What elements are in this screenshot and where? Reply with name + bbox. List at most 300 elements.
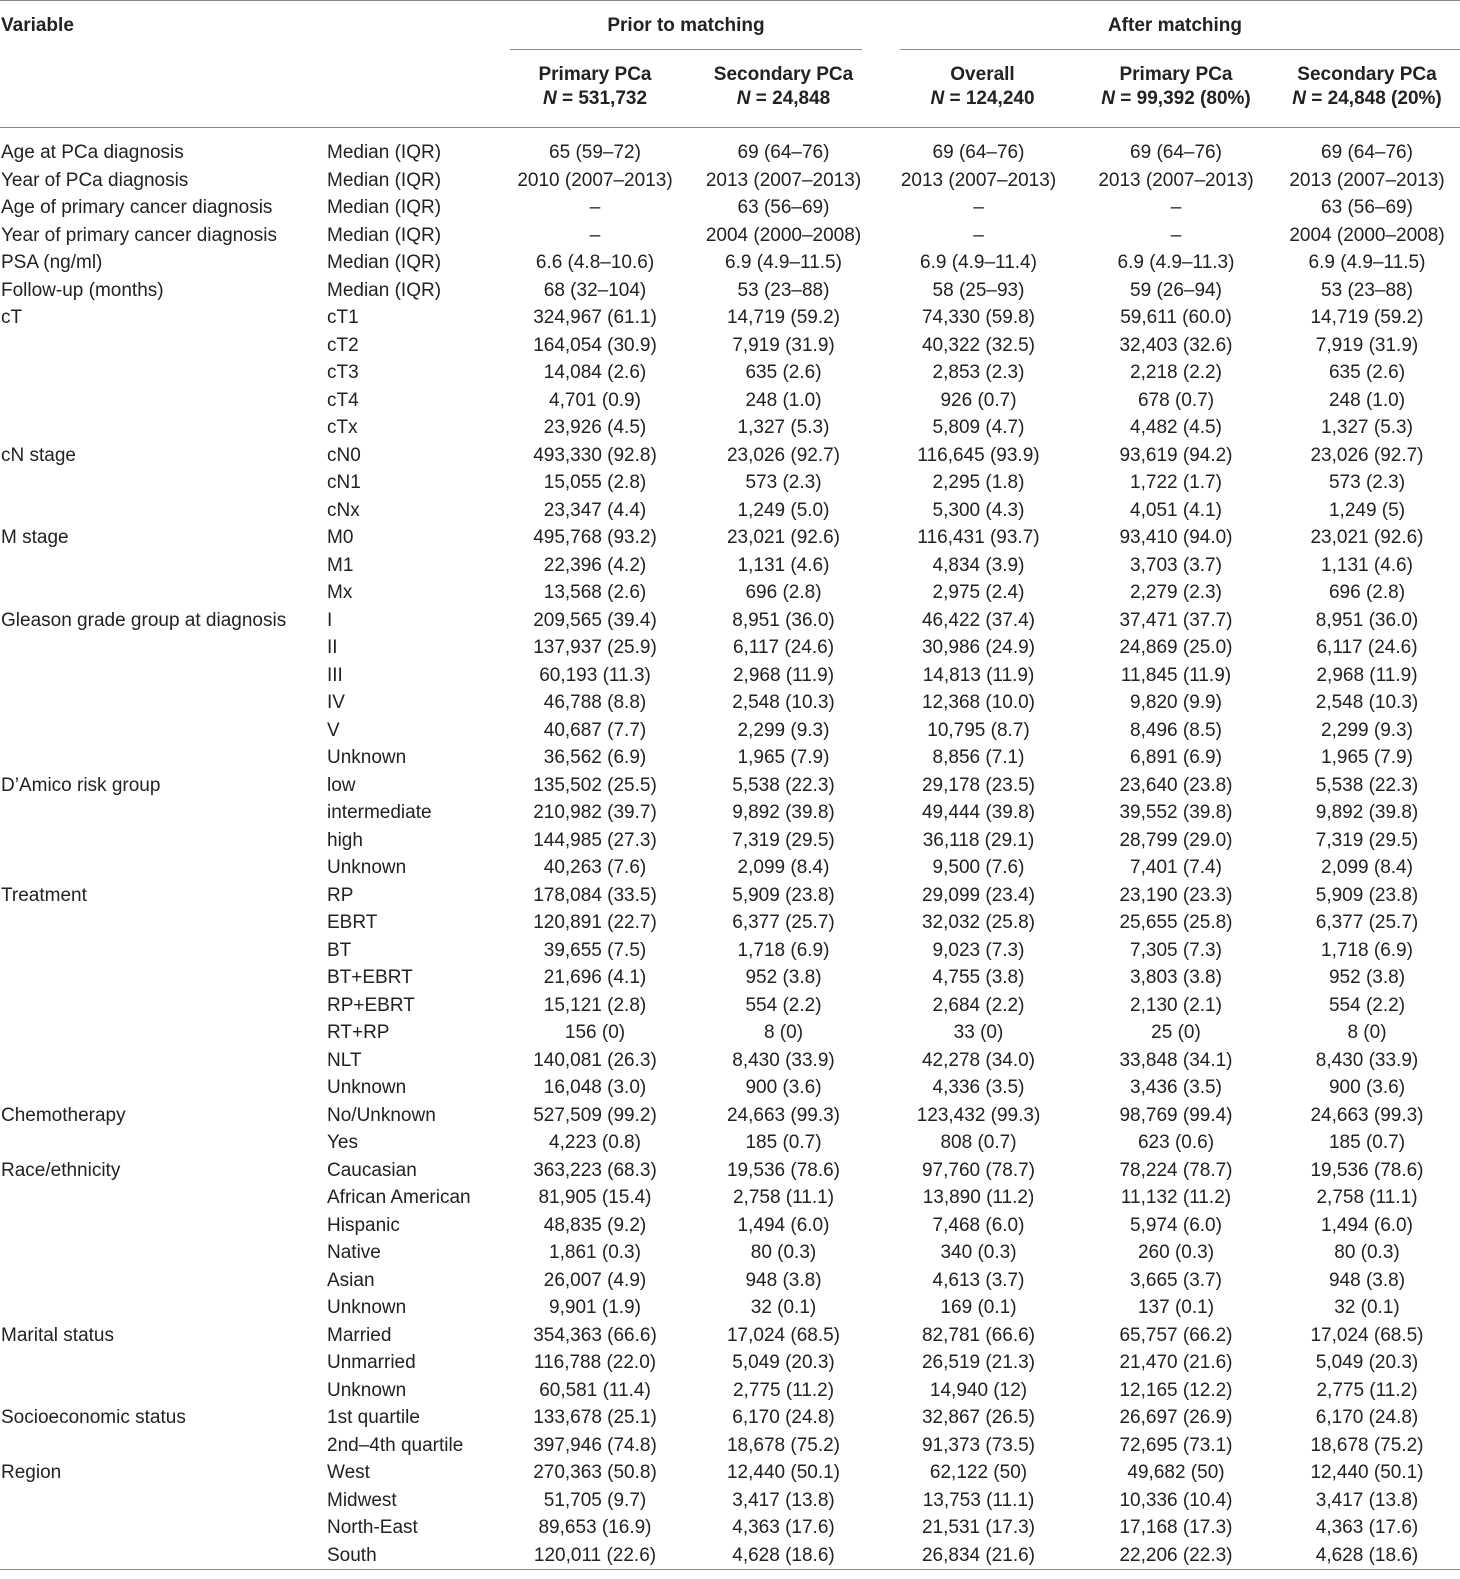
category-cell: III	[327, 664, 343, 686]
after-primary-cell: 17,168 (17.3)	[1119, 1517, 1233, 1538]
table-row	[0, 194, 1460, 222]
after-overall-cell: 2,853 (2.3)	[932, 362, 1025, 383]
prior-secondary-cell: 900 (3.6)	[745, 1077, 822, 1098]
prior-primary-cell: 495,768 (93.2)	[533, 527, 657, 548]
after-overall-cell: 33 (0)	[953, 1022, 1004, 1043]
col-header-after-overall	[887, 63, 1078, 111]
prior-secondary-cell: 80 (0.3)	[750, 1242, 817, 1263]
n-value: = 531,732	[556, 88, 648, 109]
table-row	[0, 1404, 1460, 1432]
after-secondary-cell: 63 (56–69)	[1321, 197, 1413, 218]
table-row	[0, 552, 1460, 580]
prior-primary-cell: 60,193 (11.3)	[539, 664, 651, 686]
variable-cell	[0, 1047, 327, 1075]
table-row	[0, 1102, 1460, 1130]
prior-primary-cell: –	[589, 224, 601, 246]
prior-primary-cell: 14,084 (2.6)	[543, 362, 647, 383]
table-row	[0, 1432, 1460, 1460]
after-primary-cell: –	[1170, 197, 1182, 218]
category-cell: BT+EBRT	[327, 967, 413, 988]
table-row	[0, 882, 1460, 910]
after-overall-cell: 29,178 (23.5)	[921, 774, 1036, 796]
table-row	[0, 1074, 1460, 1102]
table-row	[0, 1129, 1460, 1157]
prior-secondary-cell: 2004 (2000–2008)	[705, 224, 862, 246]
col-name: Primary PCa	[538, 64, 652, 85]
prior-primary-cell: 15,121 (2.8)	[543, 994, 647, 1016]
category-cell: cTx	[327, 417, 358, 438]
table-row	[0, 937, 1460, 965]
prior-secondary-cell: 7,919 (31.9)	[732, 334, 835, 356]
prior-primary-cell: 65 (59–72)	[549, 142, 641, 163]
prior-primary-cell: 397,946 (74.8)	[533, 1434, 657, 1456]
category-cell: Median (IQR)	[327, 224, 442, 246]
n-symbol: N	[930, 88, 945, 109]
after-overall-cell: 32,032 (25.8)	[921, 912, 1036, 933]
variable-cell	[0, 1239, 327, 1267]
prior-secondary-cell: 24,663 (99.3)	[726, 1104, 841, 1126]
after-group-rule	[900, 49, 1460, 50]
after-overall-cell: 9,023 (7.3)	[932, 939, 1025, 961]
prior-secondary-cell: 12,440 (50.1)	[726, 1462, 841, 1483]
after-secondary-cell: 1,249 (5)	[1328, 499, 1406, 521]
variable-cell	[0, 1487, 327, 1515]
category-cell: RP+EBRT	[327, 994, 415, 1016]
category-cell: Unknown	[327, 857, 407, 878]
table-row	[0, 992, 1460, 1020]
prior-primary-cell: 21,696 (4.1)	[543, 967, 647, 988]
table-row	[0, 1487, 1460, 1515]
after-primary-cell: –	[1170, 224, 1182, 246]
prior-secondary-cell: 185 (0.7)	[745, 1132, 822, 1153]
table-row	[0, 1459, 1460, 1487]
variable-cell	[0, 332, 327, 360]
prior-secondary-cell: 17,024 (68.5)	[726, 1324, 841, 1346]
prior-primary-cell: 81,905 (15.4)	[538, 1187, 652, 1208]
prior-secondary-cell: 8,430 (33.9)	[732, 1049, 835, 1071]
after-overall-cell: 14,813 (11.9)	[922, 664, 1035, 686]
after-primary-cell: 3,803 (3.8)	[1130, 967, 1222, 988]
table-row	[0, 1184, 1460, 1212]
category-cell: cNx	[327, 499, 360, 521]
prior-secondary-cell: 6,170 (24.8)	[732, 1407, 835, 1428]
after-primary-cell: 3,665 (3.7)	[1130, 1269, 1222, 1291]
prior-secondary-cell: 3,417 (13.8)	[732, 1489, 835, 1511]
after-secondary-cell: 696 (2.8)	[1328, 582, 1406, 603]
after-secondary-cell: 952 (3.8)	[1328, 967, 1406, 988]
after-overall-cell: 74,330 (59.8)	[921, 307, 1036, 328]
after-secondary-cell: 554 (2.2)	[1328, 994, 1406, 1016]
col-name: Overall	[950, 64, 1015, 85]
after-primary-cell: 7,401 (7.4)	[1130, 857, 1222, 878]
variable-cell	[0, 1019, 327, 1047]
after-primary-cell: 69 (64–76)	[1130, 142, 1222, 163]
header-after-matching: After matching	[1107, 15, 1243, 36]
variable-cell: M stage	[1, 527, 69, 548]
after-overall-cell: 29,099 (23.4)	[921, 884, 1036, 906]
category-cell: cT4	[327, 389, 359, 411]
variable-cell	[0, 1432, 327, 1460]
after-overall-cell: 13,890 (11.2)	[922, 1187, 1035, 1208]
prior-secondary-cell: 2,758 (11.1)	[732, 1187, 835, 1208]
prior-secondary-cell: 1,249 (5.0)	[737, 499, 830, 521]
after-secondary-cell: 1,131 (4.6)	[1321, 554, 1413, 576]
prior-secondary-cell: 1,965 (7.9)	[737, 747, 830, 768]
category-cell: Median (IQR)	[327, 169, 442, 191]
prior-primary-cell: 16,048 (3.0)	[543, 1077, 647, 1098]
after-primary-cell: 137 (0.1)	[1137, 1297, 1215, 1318]
after-secondary-cell: 2,775 (11.2)	[1316, 1379, 1418, 1401]
prior-primary-cell: 4,701 (0.9)	[549, 389, 641, 411]
prior-primary-cell: 68 (32–104)	[543, 279, 647, 301]
prior-primary-cell: 6.6 (4.8–10.6)	[535, 252, 655, 273]
variable-cell	[0, 497, 327, 525]
category-cell: cT2	[327, 334, 359, 356]
category-cell: NLT	[327, 1049, 362, 1071]
after-overall-cell: 58 (25–93)	[932, 279, 1025, 301]
after-primary-cell: 7,305 (7.3)	[1130, 939, 1222, 961]
category-cell: Mx	[327, 582, 353, 603]
n-symbol: N	[736, 88, 751, 109]
prior-primary-cell: 493,330 (92.8)	[533, 444, 657, 466]
variable-cell	[0, 827, 327, 855]
after-secondary-cell: 2,758 (11.1)	[1316, 1187, 1418, 1208]
variable-cell	[0, 552, 327, 580]
after-primary-cell: 2,130 (2.1)	[1130, 994, 1222, 1016]
after-primary-cell: 12,165 (12.2)	[1119, 1379, 1233, 1401]
after-primary-cell: 23,640 (23.8)	[1119, 774, 1233, 796]
prior-primary-cell: –	[589, 197, 601, 218]
after-overall-cell: 82,781 (66.6)	[921, 1324, 1036, 1346]
after-primary-cell: 10,336 (10.4)	[1119, 1489, 1233, 1511]
n-symbol: N	[1292, 88, 1306, 109]
after-primary-cell: 1,722 (1.7)	[1130, 472, 1222, 493]
prior-secondary-cell: 8,951 (36.0)	[732, 609, 835, 631]
after-overall-cell: 97,760 (78.7)	[921, 1159, 1036, 1181]
category-cell: Unknown	[327, 747, 407, 768]
after-secondary-cell: 6,170 (24.8)	[1315, 1407, 1419, 1428]
table-row	[0, 359, 1460, 387]
prior-secondary-cell: 635 (2.6)	[745, 362, 822, 383]
after-overall-cell: 5,300 (4.3)	[932, 499, 1025, 521]
after-primary-cell: 25,655 (25.8)	[1119, 912, 1233, 933]
after-secondary-cell: 12,440 (50.1)	[1310, 1462, 1424, 1483]
after-overall-cell: 2,295 (1.8)	[932, 472, 1025, 493]
table-row	[0, 387, 1460, 415]
table-body	[0, 139, 1460, 1569]
category-cell: II	[327, 637, 338, 658]
col-n	[887, 87, 1078, 111]
variable-cell	[0, 799, 327, 827]
table-row	[0, 414, 1460, 442]
n-symbol: N	[542, 88, 557, 109]
after-primary-cell: 78,224 (78.7)	[1119, 1159, 1233, 1181]
prior-primary-cell: 22,396 (4.2)	[543, 554, 647, 576]
after-overall-cell: –	[973, 224, 984, 246]
after-overall-cell: 40,322 (32.5)	[921, 334, 1036, 356]
table-row	[0, 662, 1460, 690]
category-cell: cT3	[327, 362, 359, 383]
n-value: = 124,240	[944, 88, 1035, 109]
table-row	[0, 744, 1460, 772]
category-cell: Unknown	[327, 1297, 407, 1318]
prior-primary-cell: 48,835 (9.2)	[543, 1214, 647, 1236]
variable-cell	[0, 854, 327, 882]
prior-primary-cell: 23,926 (4.5)	[543, 417, 647, 438]
category-cell: Caucasian	[327, 1159, 417, 1181]
after-overall-cell: 12,368 (10.0)	[921, 692, 1036, 713]
variable-cell: Age of primary cancer diagnosis	[1, 197, 273, 218]
table-row	[0, 1322, 1460, 1350]
after-primary-cell: 678 (0.7)	[1137, 389, 1215, 411]
col-header-after-secondary	[1274, 63, 1460, 111]
after-primary-cell: 39,552 (39.8)	[1119, 802, 1233, 823]
after-overall-cell: 4,613 (3.7)	[932, 1269, 1025, 1291]
after-primary-cell: 59,611 (60.0)	[1120, 307, 1232, 328]
category-cell: Median (IQR)	[327, 197, 442, 218]
prior-secondary-cell: 2013 (2007–2013)	[705, 169, 862, 191]
table-row	[0, 1212, 1460, 1240]
table-row	[0, 607, 1460, 635]
after-primary-cell: 25 (0)	[1151, 1022, 1201, 1043]
after-secondary-cell: 5,538 (22.3)	[1315, 774, 1419, 796]
after-secondary-cell: 23,026 (92.7)	[1310, 444, 1424, 466]
after-overall-cell: 169 (0.1)	[940, 1297, 1017, 1318]
table-row	[0, 579, 1460, 607]
prior-secondary-cell: 1,131 (4.6)	[737, 554, 830, 576]
table-row	[0, 1157, 1460, 1185]
variable-cell	[0, 414, 327, 442]
after-primary-cell: 3,436 (3.5)	[1130, 1077, 1222, 1098]
after-secondary-cell: 2,968 (11.9)	[1316, 664, 1418, 686]
prior-secondary-cell: 4,363 (17.6)	[732, 1517, 835, 1538]
category-cell: cN0	[327, 444, 361, 466]
prior-primary-cell: 9,901 (1.9)	[549, 1297, 641, 1318]
variable-cell	[0, 717, 327, 745]
variable-cell	[0, 909, 327, 937]
after-overall-cell: 46,422 (37.4)	[921, 609, 1036, 631]
table-row	[0, 964, 1460, 992]
prior-secondary-cell: 19,536 (78.6)	[726, 1159, 841, 1181]
table-row	[0, 1542, 1460, 1570]
category-cell: Hispanic	[327, 1214, 400, 1236]
after-primary-cell: 98,769 (99.4)	[1119, 1104, 1233, 1126]
prior-secondary-cell: 1,327 (5.3)	[737, 417, 830, 438]
after-secondary-cell: 32 (0.1)	[1334, 1297, 1400, 1318]
variable-cell: Marital status	[1, 1324, 114, 1346]
table-row	[0, 909, 1460, 937]
after-primary-cell: 11,845 (11.9)	[1120, 664, 1232, 686]
after-primary-cell: 49,682 (50)	[1127, 1462, 1225, 1483]
category-cell: EBRT	[327, 912, 378, 933]
col-header-prior-primary	[502, 63, 688, 111]
after-primary-cell: 6,891 (6.9)	[1130, 747, 1222, 768]
col-n	[688, 87, 879, 111]
top-rule	[0, 0, 1460, 1]
prior-primary-cell: 2010 (2007–2013)	[517, 169, 673, 191]
category-cell: IV	[327, 692, 345, 713]
prior-primary-cell: 363,223 (68.3)	[533, 1159, 657, 1181]
after-secondary-cell: 23,021 (92.6)	[1310, 527, 1424, 548]
prior-secondary-cell: 8 (0)	[763, 1022, 804, 1043]
after-secondary-cell: 6,377 (25.7)	[1315, 912, 1419, 933]
after-secondary-cell: 8 (0)	[1347, 1022, 1387, 1043]
prior-secondary-cell: 948 (3.8)	[745, 1269, 822, 1291]
variable-cell	[0, 1129, 327, 1157]
after-overall-cell: 26,519 (21.3)	[921, 1352, 1036, 1373]
after-primary-cell: 4,482 (4.5)	[1130, 417, 1222, 438]
after-primary-cell: 32,403 (32.6)	[1119, 334, 1233, 356]
prior-secondary-cell: 9,892 (39.8)	[732, 802, 835, 823]
after-secondary-cell: 24,663 (99.3)	[1310, 1104, 1424, 1126]
variable-cell: Follow-up (months)	[1, 279, 164, 301]
prior-primary-cell: 46,788 (8.8)	[543, 692, 647, 713]
category-cell: Unmarried	[327, 1352, 416, 1373]
variable-cell	[0, 937, 327, 965]
variable-cell	[0, 579, 327, 607]
table-row	[0, 139, 1460, 167]
after-overall-cell: 21,531 (17.3)	[921, 1517, 1036, 1538]
category-cell: Yes	[327, 1132, 358, 1153]
after-overall-cell: 69 (64–76)	[932, 142, 1025, 163]
col-name: Primary PCa	[1119, 64, 1233, 85]
variable-cell	[0, 689, 327, 717]
variable-cell: Chemotherapy	[1, 1104, 126, 1126]
after-primary-cell: 21,470 (21.6)	[1119, 1352, 1233, 1373]
after-secondary-cell: 948 (3.8)	[1328, 1269, 1406, 1291]
after-overall-cell: 8,856 (7.1)	[932, 747, 1025, 768]
after-primary-cell: 4,051 (4.1)	[1130, 499, 1222, 521]
category-cell: 1st quartile	[327, 1407, 420, 1428]
after-secondary-cell: 635 (2.6)	[1328, 362, 1406, 383]
category-cell: cT1	[327, 307, 359, 328]
category-cell: RT+RP	[327, 1022, 390, 1043]
prior-primary-cell: 120,011 (22.6)	[533, 1544, 657, 1566]
variable-cell	[0, 744, 327, 772]
prior-primary-cell: 133,678 (25.1)	[533, 1407, 657, 1428]
after-primary-cell: 22,206 (22.3)	[1119, 1544, 1233, 1566]
table-row	[0, 1294, 1460, 1322]
variable-cell	[0, 662, 327, 690]
bottom-rule	[0, 1569, 1460, 1570]
category-cell: V	[327, 719, 340, 741]
table-row	[0, 1267, 1460, 1295]
variable-cell	[0, 1377, 327, 1405]
category-cell: Asian	[327, 1269, 375, 1291]
prior-secondary-cell: 248 (1.0)	[745, 389, 822, 411]
header-variable: Variable	[1, 15, 74, 36]
prior-primary-cell: 354,363 (66.6)	[533, 1324, 657, 1346]
prior-primary-cell: 1,861 (0.3)	[549, 1242, 641, 1263]
table-row	[0, 689, 1460, 717]
table-row	[0, 634, 1460, 662]
after-secondary-cell: 53 (23–88)	[1321, 279, 1413, 301]
after-secondary-cell: 17,024 (68.5)	[1310, 1324, 1424, 1346]
after-overall-cell: 32,867 (26.5)	[921, 1407, 1036, 1428]
variable-cell: cN stage	[1, 444, 76, 466]
category-cell: Unknown	[327, 1379, 407, 1401]
table-row	[0, 442, 1460, 470]
category-cell: West	[327, 1462, 370, 1483]
variable-cell	[0, 1349, 327, 1377]
table-row	[0, 1377, 1460, 1405]
prior-secondary-cell: 2,968 (11.9)	[732, 664, 835, 686]
after-secondary-cell: 2013 (2007–2013)	[1289, 169, 1445, 191]
table-row	[0, 332, 1460, 360]
table-row	[0, 1349, 1460, 1377]
prior-secondary-cell: 696 (2.8)	[745, 582, 822, 603]
prior-secondary-cell: 1,494 (6.0)	[737, 1214, 830, 1236]
table-row	[0, 277, 1460, 305]
after-secondary-cell: 4,628 (18.6)	[1315, 1544, 1419, 1566]
col-n	[1274, 87, 1460, 111]
prior-primary-cell: 116,788 (22.0)	[533, 1352, 657, 1373]
after-primary-cell: 23,190 (23.3)	[1119, 884, 1233, 906]
prior-secondary-cell: 2,099 (8.4)	[737, 857, 830, 878]
after-primary-cell: 5,974 (6.0)	[1130, 1214, 1222, 1236]
after-overall-cell: 6.9 (4.9–11.4)	[920, 252, 1037, 273]
after-primary-cell: 2,279 (2.3)	[1130, 582, 1222, 603]
prior-primary-cell: 89,653 (16.9)	[538, 1517, 652, 1538]
prior-primary-cell: 39,655 (7.5)	[543, 939, 647, 961]
table-row	[0, 1019, 1460, 1047]
table-row	[0, 827, 1460, 855]
prior-primary-cell: 210,982 (39.7)	[533, 802, 657, 823]
data-table	[0, 139, 1460, 1569]
category-cell: Midwest	[327, 1489, 397, 1511]
after-overall-cell: 116,645 (93.9)	[917, 444, 1040, 466]
after-secondary-cell: 2004 (2000–2008)	[1289, 224, 1445, 246]
col-name: Secondary PCa	[1297, 64, 1437, 85]
prior-secondary-cell: 6,377 (25.7)	[732, 912, 835, 933]
table-row	[0, 222, 1460, 250]
after-primary-cell: 3,703 (3.7)	[1130, 554, 1222, 576]
after-primary-cell: 65,757 (66.2)	[1119, 1324, 1233, 1346]
after-secondary-cell: 9,892 (39.8)	[1315, 802, 1419, 823]
after-primary-cell: 11,132 (11.2)	[1120, 1187, 1232, 1208]
after-overall-cell: 13,753 (11.1)	[922, 1489, 1035, 1511]
prior-primary-cell: 156 (0)	[564, 1022, 626, 1043]
header-bottom-rule	[0, 127, 1460, 128]
after-secondary-cell: 5,909 (23.8)	[1315, 884, 1419, 906]
after-overall-cell: 4,336 (3.5)	[932, 1077, 1025, 1098]
prior-secondary-cell: 5,909 (23.8)	[732, 884, 835, 906]
after-secondary-cell: 7,319 (29.5)	[1315, 829, 1419, 851]
prior-primary-cell: 36,562 (6.9)	[543, 747, 647, 768]
category-cell: M1	[327, 554, 354, 576]
category-cell: BT	[327, 939, 352, 961]
variable-cell	[0, 1542, 327, 1570]
variable-cell	[0, 469, 327, 497]
after-primary-cell: 59 (26–94)	[1130, 279, 1222, 301]
variable-cell: D’Amico risk group	[1, 774, 161, 796]
after-primary-cell: 6.9 (4.9–11.3)	[1117, 252, 1235, 273]
after-primary-cell: 72,695 (73.1)	[1119, 1434, 1233, 1456]
category-cell: Married	[327, 1324, 392, 1346]
prior-secondary-cell: 5,049 (20.3)	[732, 1352, 835, 1373]
prior-primary-cell: 137,937 (25.9)	[533, 637, 657, 658]
prior-primary-cell: 527,509 (99.2)	[533, 1104, 657, 1126]
after-overall-cell: 42,278 (34.0)	[921, 1049, 1036, 1071]
category-cell: low	[327, 774, 356, 796]
variable-cell: Gleason grade group at diagnosis	[1, 609, 287, 631]
after-secondary-cell: 80 (0.3)	[1334, 1242, 1400, 1263]
after-overall-cell: 926 (0.7)	[940, 389, 1017, 411]
prior-secondary-cell: 2,775 (11.2)	[732, 1379, 835, 1401]
after-primary-cell: 26,697 (26.9)	[1119, 1407, 1233, 1428]
variable-cell	[0, 359, 327, 387]
category-cell: Unknown	[327, 1077, 407, 1098]
